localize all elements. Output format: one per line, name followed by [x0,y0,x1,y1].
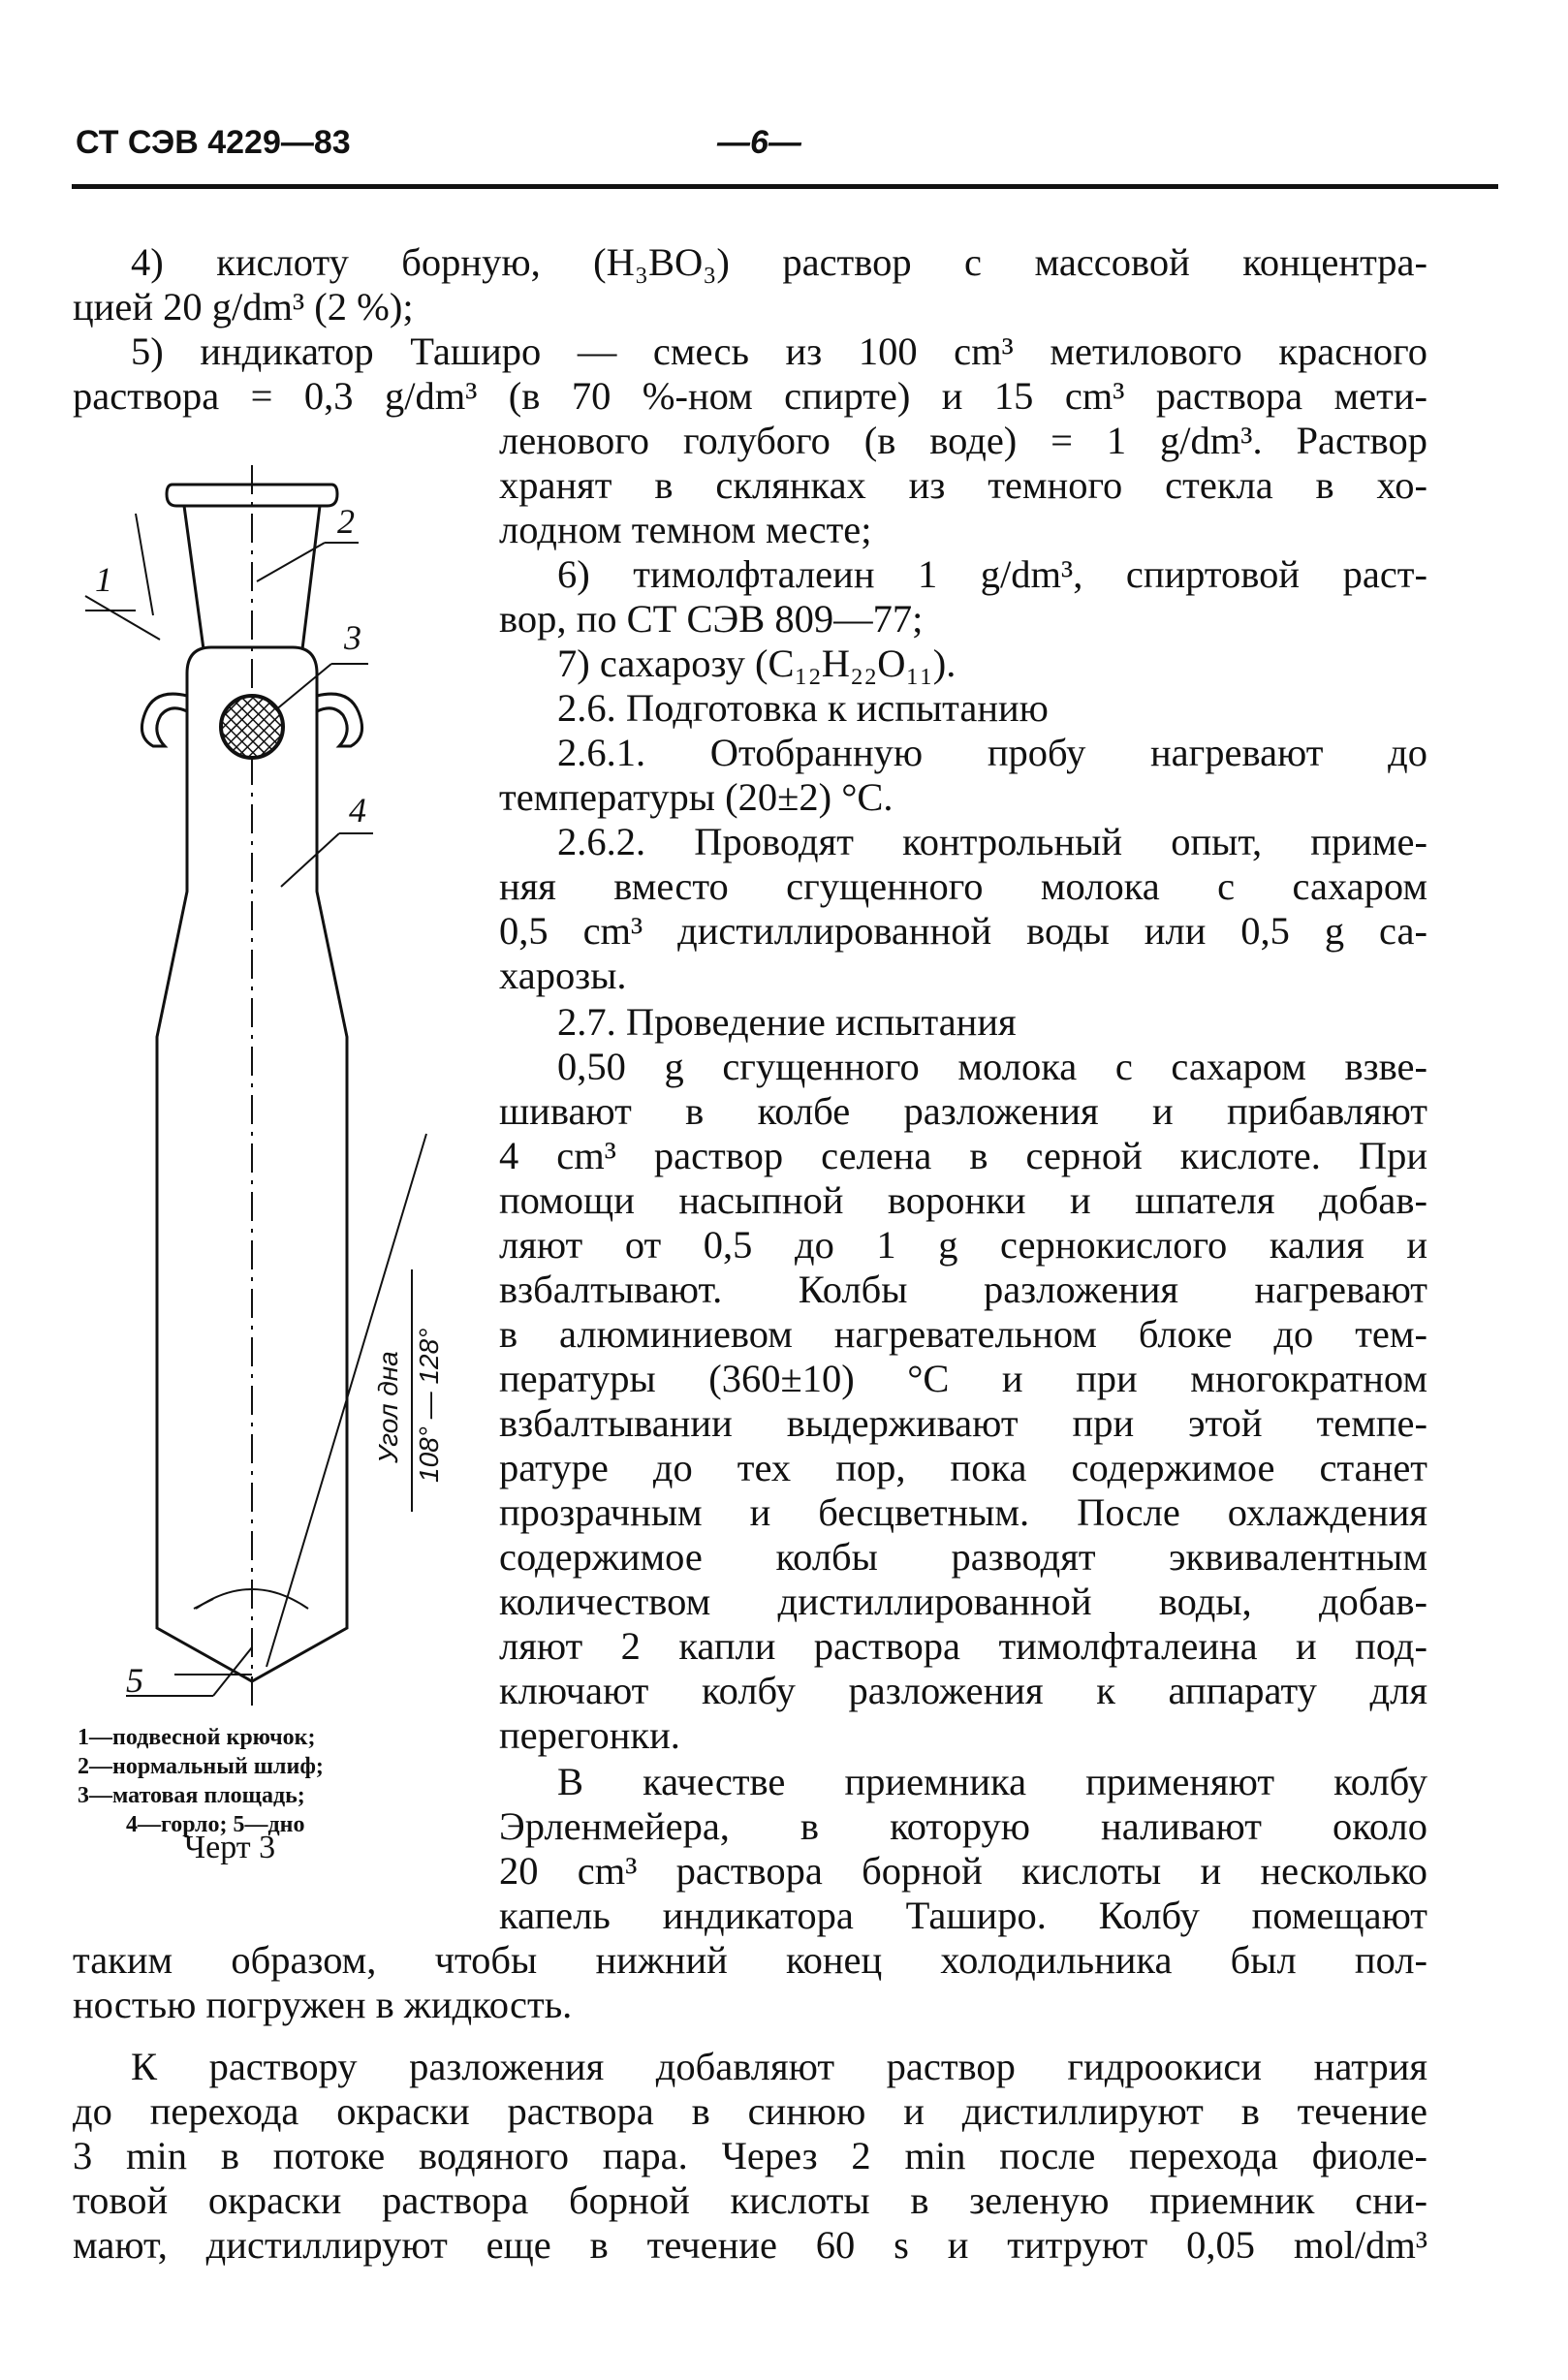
text-line: перегонки. [499,1713,680,1757]
legend-item: 2—нормальный шлиф; [78,1754,324,1779]
left-hook [141,694,187,746]
text-line: няя вместо сгущенного молока с сахаром [499,864,1427,908]
text-line: цией 20 g/dm³ (2 %); [73,285,414,329]
text-line: хранят в склянках из темного стекла в хо- [499,463,1427,507]
text-line: харозы. [499,954,627,997]
text-line: мают, дистиллируют еще в течение 60 s и титруют 0,05 mol/dm³ [73,2223,1427,2267]
text-line: таким образом, чтобы нижний конец холодильника был пол- [73,1938,1427,1982]
text-line: ляют от 0,5 до 1 g сернокислого калия и [499,1223,1427,1267]
text-line: Эрленмейера, в которую наливают около [499,1804,1427,1848]
text-line: В качестве приемника применяют колбу [557,1760,1427,1803]
text-line: лодном темном месте; [499,508,872,551]
text-line: 0,50 g сгущенного молока с сахаром взве- [557,1045,1427,1088]
figure-caption: Черт 3 [184,1830,276,1865]
angle-label: Угол дна [373,1351,403,1463]
header-rule [72,184,1498,189]
text-line: ключают колбу разложения к аппарату для [499,1669,1427,1712]
text-line: 2.6.1. Отобранную пробу нагревают до [557,731,1427,774]
text-line: ленового голубого (в воде) = 1 g/dm³. Раствор [499,419,1427,462]
text-line: 5) индикатор Таширо — смесь из 100 cm³ метилового красного [131,329,1427,373]
label-4: 4 [349,791,366,830]
text-line: 2.6.2. Проводят контрольный опыт, приме- [557,820,1427,863]
text-line: 6) тимолфталеин 1 g/dm³, спиртовой раст- [557,552,1427,596]
text-line: К раствору разложения добавляют раствор гидроокиси натрия [131,2045,1427,2088]
text-line: 20 cm³ раствора борной кислоты и несколько [499,1849,1427,1893]
legend-item: 1—подвесной крючок; [78,1725,316,1750]
text-line: капель индикатора Таширо. Колбу помещают [499,1894,1427,1937]
text-line: товой окраски раствора борной кислоты в зеленую приемник сни- [73,2178,1427,2222]
document-code: СТ СЭВ 4229—83 [76,124,351,161]
section-heading: 2.6. Подготовка к испытанию [557,686,1049,730]
text-line: 7) сахарозу (C₁₂H₂₂O₁₁). [557,642,956,685]
text-line: взбалтывают. Колбы разложения нагревают [499,1268,1427,1311]
text-line: шивают в колбе разложения и прибавляют [499,1089,1427,1133]
text-line: взбалтывании выдерживают при этой темпе- [499,1401,1427,1445]
text-line: ратуре до тех пор, пока содержимое станет [499,1446,1427,1489]
text-line: температуры (20±2) °C. [499,775,894,819]
text-line: прозрачным и бесцветным. После охлаждения [499,1490,1427,1534]
label-5: 5 [126,1661,143,1700]
text-line: пературы (360±10) °C и при многократном [499,1357,1427,1400]
text-line: 3 min в потоке водяного пара. Через 2 min после перехода фиоле- [73,2134,1427,2177]
legend-item: 4—горло; 5—дно [126,1812,305,1837]
text-line: 0,5 cm³ дистиллированной воды или 0,5 g са- [499,909,1427,953]
section-heading: 2.7. Проведение испытания [557,1000,1017,1044]
text-line: вор, по СТ СЭВ 809—77; [499,597,924,641]
legend-item: 3—матовая площадь; [78,1783,305,1808]
frosted-area [221,696,283,758]
text-line: ляют 2 капли раствора тимолфталеина и под- [499,1624,1427,1668]
text-line: ностью погружен в жидкость. [73,1983,573,2026]
right-hook [317,694,362,746]
angle-value: 108° — 128° [414,1328,444,1483]
page-number: —6— [717,124,801,161]
label-1: 1 [95,560,112,599]
text-line: 4) кислоту борную, (H₃BO₃) раствор с массовой концентра- [131,240,1427,284]
text-line: количеством дистиллированной воды, добав- [499,1580,1427,1623]
text-line: в алюминиевом нагревательном блоке до тем- [499,1312,1427,1356]
text-line: содержимое колбы разводят эквивалентным [499,1535,1427,1579]
label-2: 2 [337,502,355,541]
text-line: помощи насыпной воронки и шпателя добав- [499,1178,1427,1222]
label-3: 3 [344,618,361,657]
text-line: до перехода окраски раствора в синюю и дистиллируют в течение [73,2089,1427,2133]
flask-diagram [78,455,485,1715]
text-line: раствора = 0,3 g/dm³ (в 70 %-ном спирте) и 15 cm³ раствора мети- [73,374,1427,418]
text-line: 4 cm³ раствор селена в серной кислоте. При [499,1134,1427,1177]
